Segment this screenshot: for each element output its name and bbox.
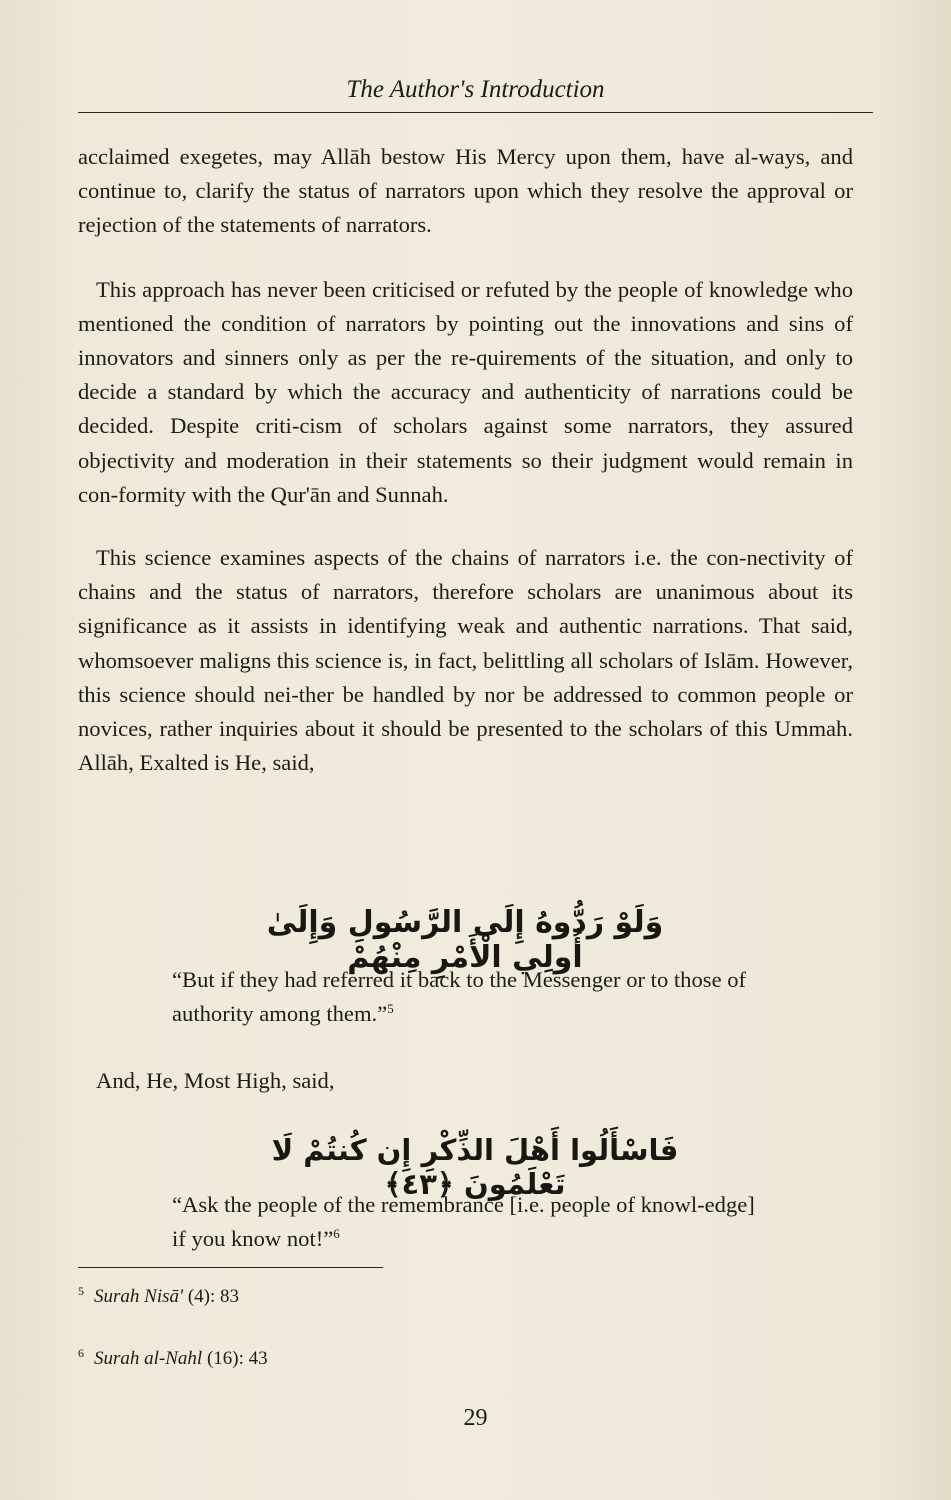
footnote-number: 5 bbox=[78, 1284, 84, 1298]
body-text bbox=[78, 140, 853, 780]
quran-verse-arabic-2: فَاسْأَلُوا أَهْلَ الذِّكْرِ إِن كُنتُمْ لَا تَعْلَمُونَ ﴿٤٣﴾ bbox=[271, 1133, 679, 1201]
footnote-number: 6 bbox=[78, 1346, 84, 1360]
verse-translation-1 bbox=[172, 963, 772, 1031]
paragraph-2: This approach has never been criticised or refuted by the people of knowledge who mentioned the condition of narrators by pointing out the innovations and sins of innovators and sinners only as per the re-quirements of the situation, and only to decide a standard by which the accuracy and authenticity of narrations could be decided. Despite criti-cism of scholars against some narrators, they assured objectivity and moderation in their statements so their judgment would remain in con-formity with the Qur'ān and Sunnah. bbox=[78, 276, 853, 507]
footnote-ref-5[interactable]: 5 bbox=[387, 1001, 394, 1016]
footnote-divider bbox=[78, 1267, 383, 1268]
quran-verse-arabic-1: وَلَوْ رَدُّوهُ إِلَى الرَّسُولِ وَإِلَىٰ أُولِي الْأَمْرِ مِنْهُمْ bbox=[266, 905, 664, 975]
intro-line: And, He, Most High, said, bbox=[96, 1068, 335, 1093]
header-title: The Author's Introduction bbox=[346, 76, 605, 103]
verse-translation-2-text: “Ask the people of the remembrance [i.e. people of knowl-edge] if you know not!” bbox=[172, 1192, 755, 1251]
footnote-6 bbox=[78, 1346, 268, 1370]
footnote-reference: (16): 43 bbox=[206, 1348, 268, 1369]
running-header bbox=[78, 72, 873, 113]
footnote-ref-6[interactable]: 6 bbox=[333, 1226, 340, 1241]
paragraph-1: acclaimed exegetes, may Allāh bestow His Mercy upon them, have al-ways, and continue to, clarify the status of narrators upon which they resolve the approval or rejection of the statements of narrators. bbox=[78, 144, 853, 238]
verse-translation-1-text: “But if they had referred it back to the Messenger or to those of authority among them.” bbox=[172, 967, 747, 1026]
verse-translation-2 bbox=[172, 1188, 772, 1256]
footnote-5 bbox=[78, 1284, 239, 1308]
paragraph-3: This science examines aspects of the chains of narrators i.e. the con-nectivity of chains and the status of narrators, therefore scholars are unanimous about its significance as it assists in identifying weak and authentic narrations. That said, whomsoever maligns this science is, in fact, belittling all scholars of Islām. However, this science should nei-ther be handled by nor be addressed to common people or novices, rather inquiries about it should be presented to the scholars of this Ummah. Allāh, Exalted is He, said, bbox=[78, 545, 853, 776]
footnote-reference: (4): 83 bbox=[187, 1286, 239, 1307]
page-number: 29 bbox=[463, 1405, 488, 1431]
footnote-source: Surah al-Nahl bbox=[94, 1348, 203, 1369]
footnote-source: Surah Nisā' bbox=[94, 1286, 184, 1307]
